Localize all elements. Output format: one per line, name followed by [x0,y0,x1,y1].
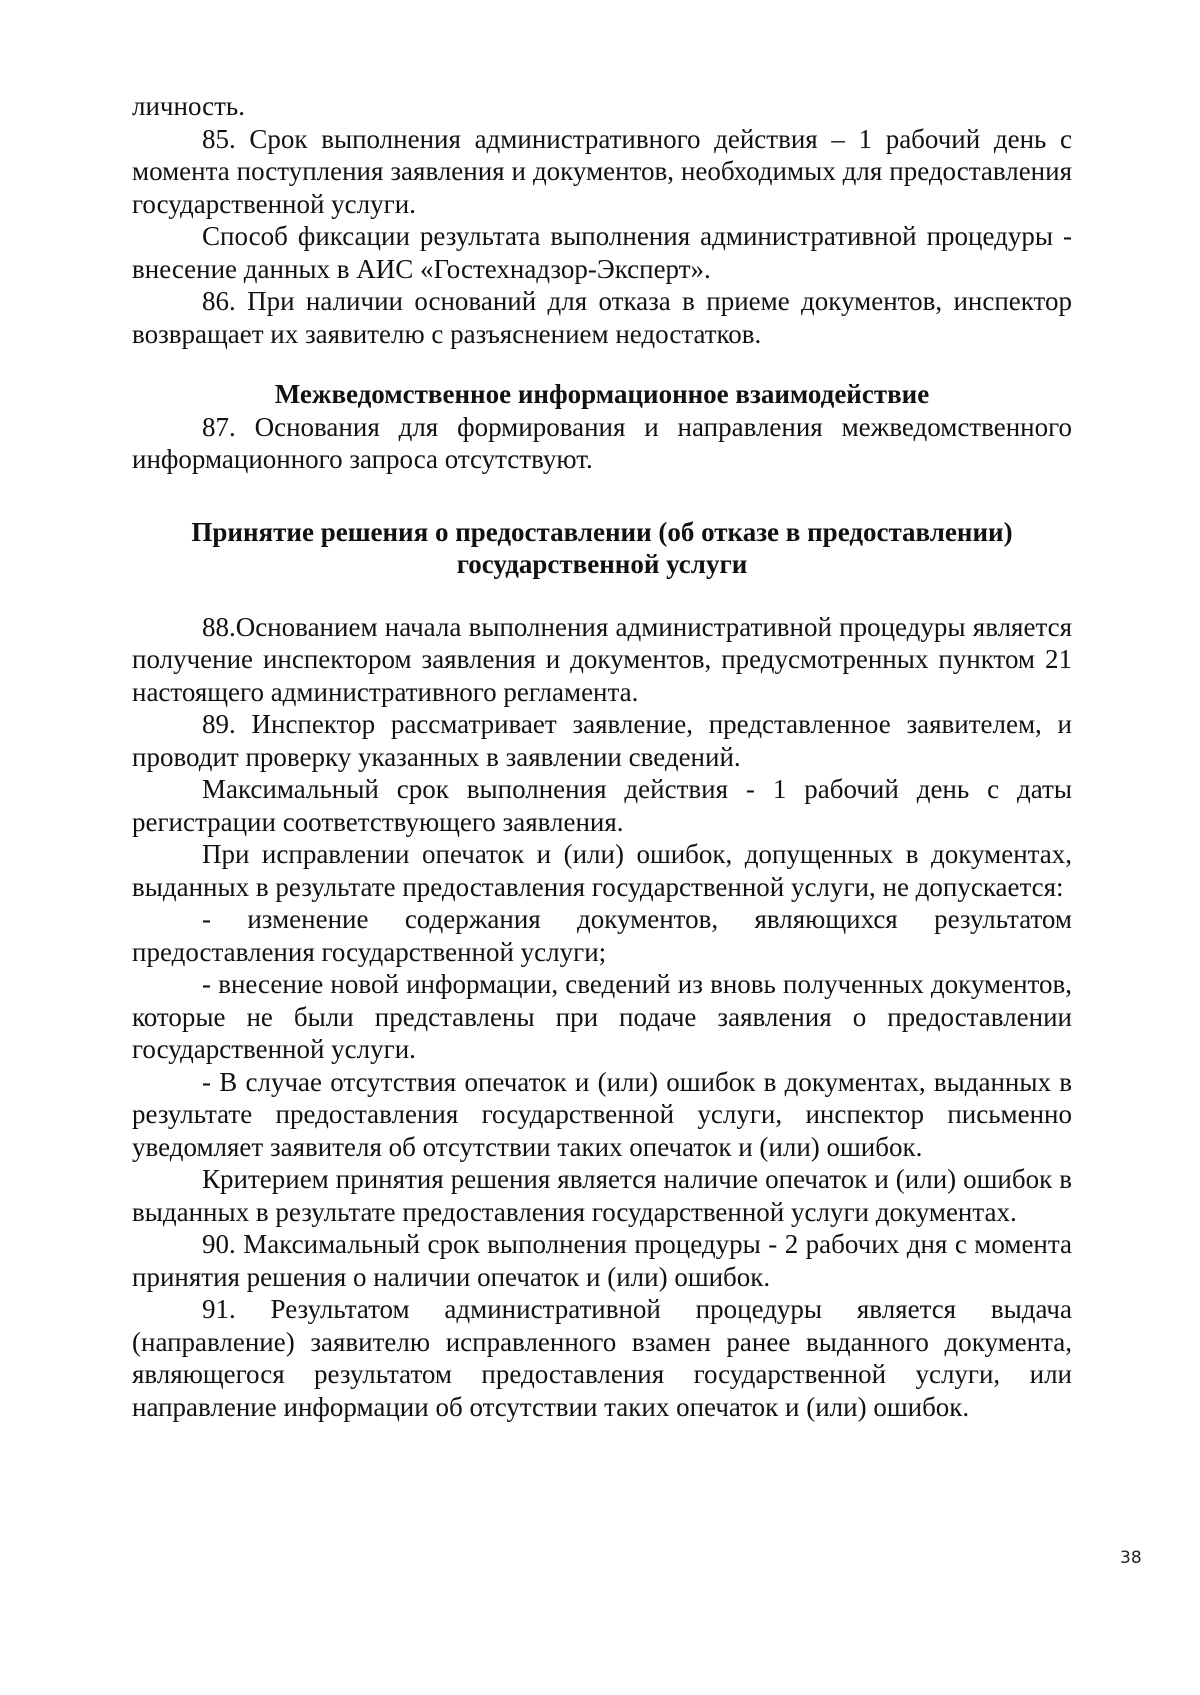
paragraph-87: 87. Основания для формирования и направления межведомственного информационного запроса отсутствуют. [132,411,1072,474]
paragraph-90: 90. Максимальный срок выполнения процедуры - 2 рабочих дня с момента принятия решения о наличии опечаток и (или) ошибок. [132,1229,1072,1292]
paragraph-91: 91. Результатом административной процедуры является выдача (направление) заявителю исправленного взамен ранее выданного документа, являющегося результатом предоставления государственной услуги, или направление информации об отсутствии таких опечаток и (или) ошибок. [132,1294,1072,1422]
paragraph-max-term: Максимальный срок выполнения действия - 1 рабочий день с даты регистрации соответствующего заявления. [132,774,1072,837]
document-page [132,90,1072,1423]
paragraph-88: 88.Основанием начала выполнения административной процедуры является получение инспектором заявления и документов, предусмотренных пунктом 21 настоящего административного регламента. [132,611,1072,707]
paragraph-85: 85. Срок выполнения административного действия – 1 рабочий день с момента поступления заявления и документов, необходимых для предоставления государственной услуги. [132,123,1072,219]
paragraph-criterion: Критерием принятия решения является наличие опечаток и (или) ошибок в выданных в результате предоставления государственной услуги документах. [132,1164,1072,1227]
section-heading-decision-line1: Принятие решения о предоставлении (об отказе в предоставлении) [191,516,1013,547]
section-heading-interagency: Межведомственное информационное взаимодействие [274,379,930,409]
page-number: 38 [1120,1548,1142,1568]
list-item-no-errors: - В случае отсутствия опечаток и (или) ошибок в документах, выданных в результате предоставления государственной услуги, инспектор письменно уведомляет заявителя об отсутствии таких опечаток и (или) ошибок. [132,1066,1072,1162]
paragraph-continuation: личность. [132,91,245,121]
section-heading-decision-line2: государственной услуги [456,549,748,579]
paragraph-fixation-method: Способ фиксации результата выполнения административной процедуры - внесение данных в АИС «Гостехнадзор-Эксперт». [132,221,1072,284]
paragraph-89: 89. Инспектор рассматривает заявление, представленное заявителем, и проводит проверку указанных в заявлении сведений. [132,709,1072,772]
paragraph-86: 86. При наличии оснований для отказа в приеме документов, инспектор возвращает их заявителю с разъяснением недостатков. [132,286,1072,349]
list-item-content-change: - изменение содержания документов, являющихся результатом предоставления государственной услуги; [132,904,1072,967]
paragraph-not-allowed: При исправлении опечаток и (или) ошибок, допущенных в документах, выданных в результате предоставления государственной услуги, не допускается: [132,839,1072,902]
list-item-new-info: - внесение новой информации, сведений из вновь полученных документов, которые не были представлены при подаче заявления о предоставлении государственной услуги. [132,969,1072,1064]
